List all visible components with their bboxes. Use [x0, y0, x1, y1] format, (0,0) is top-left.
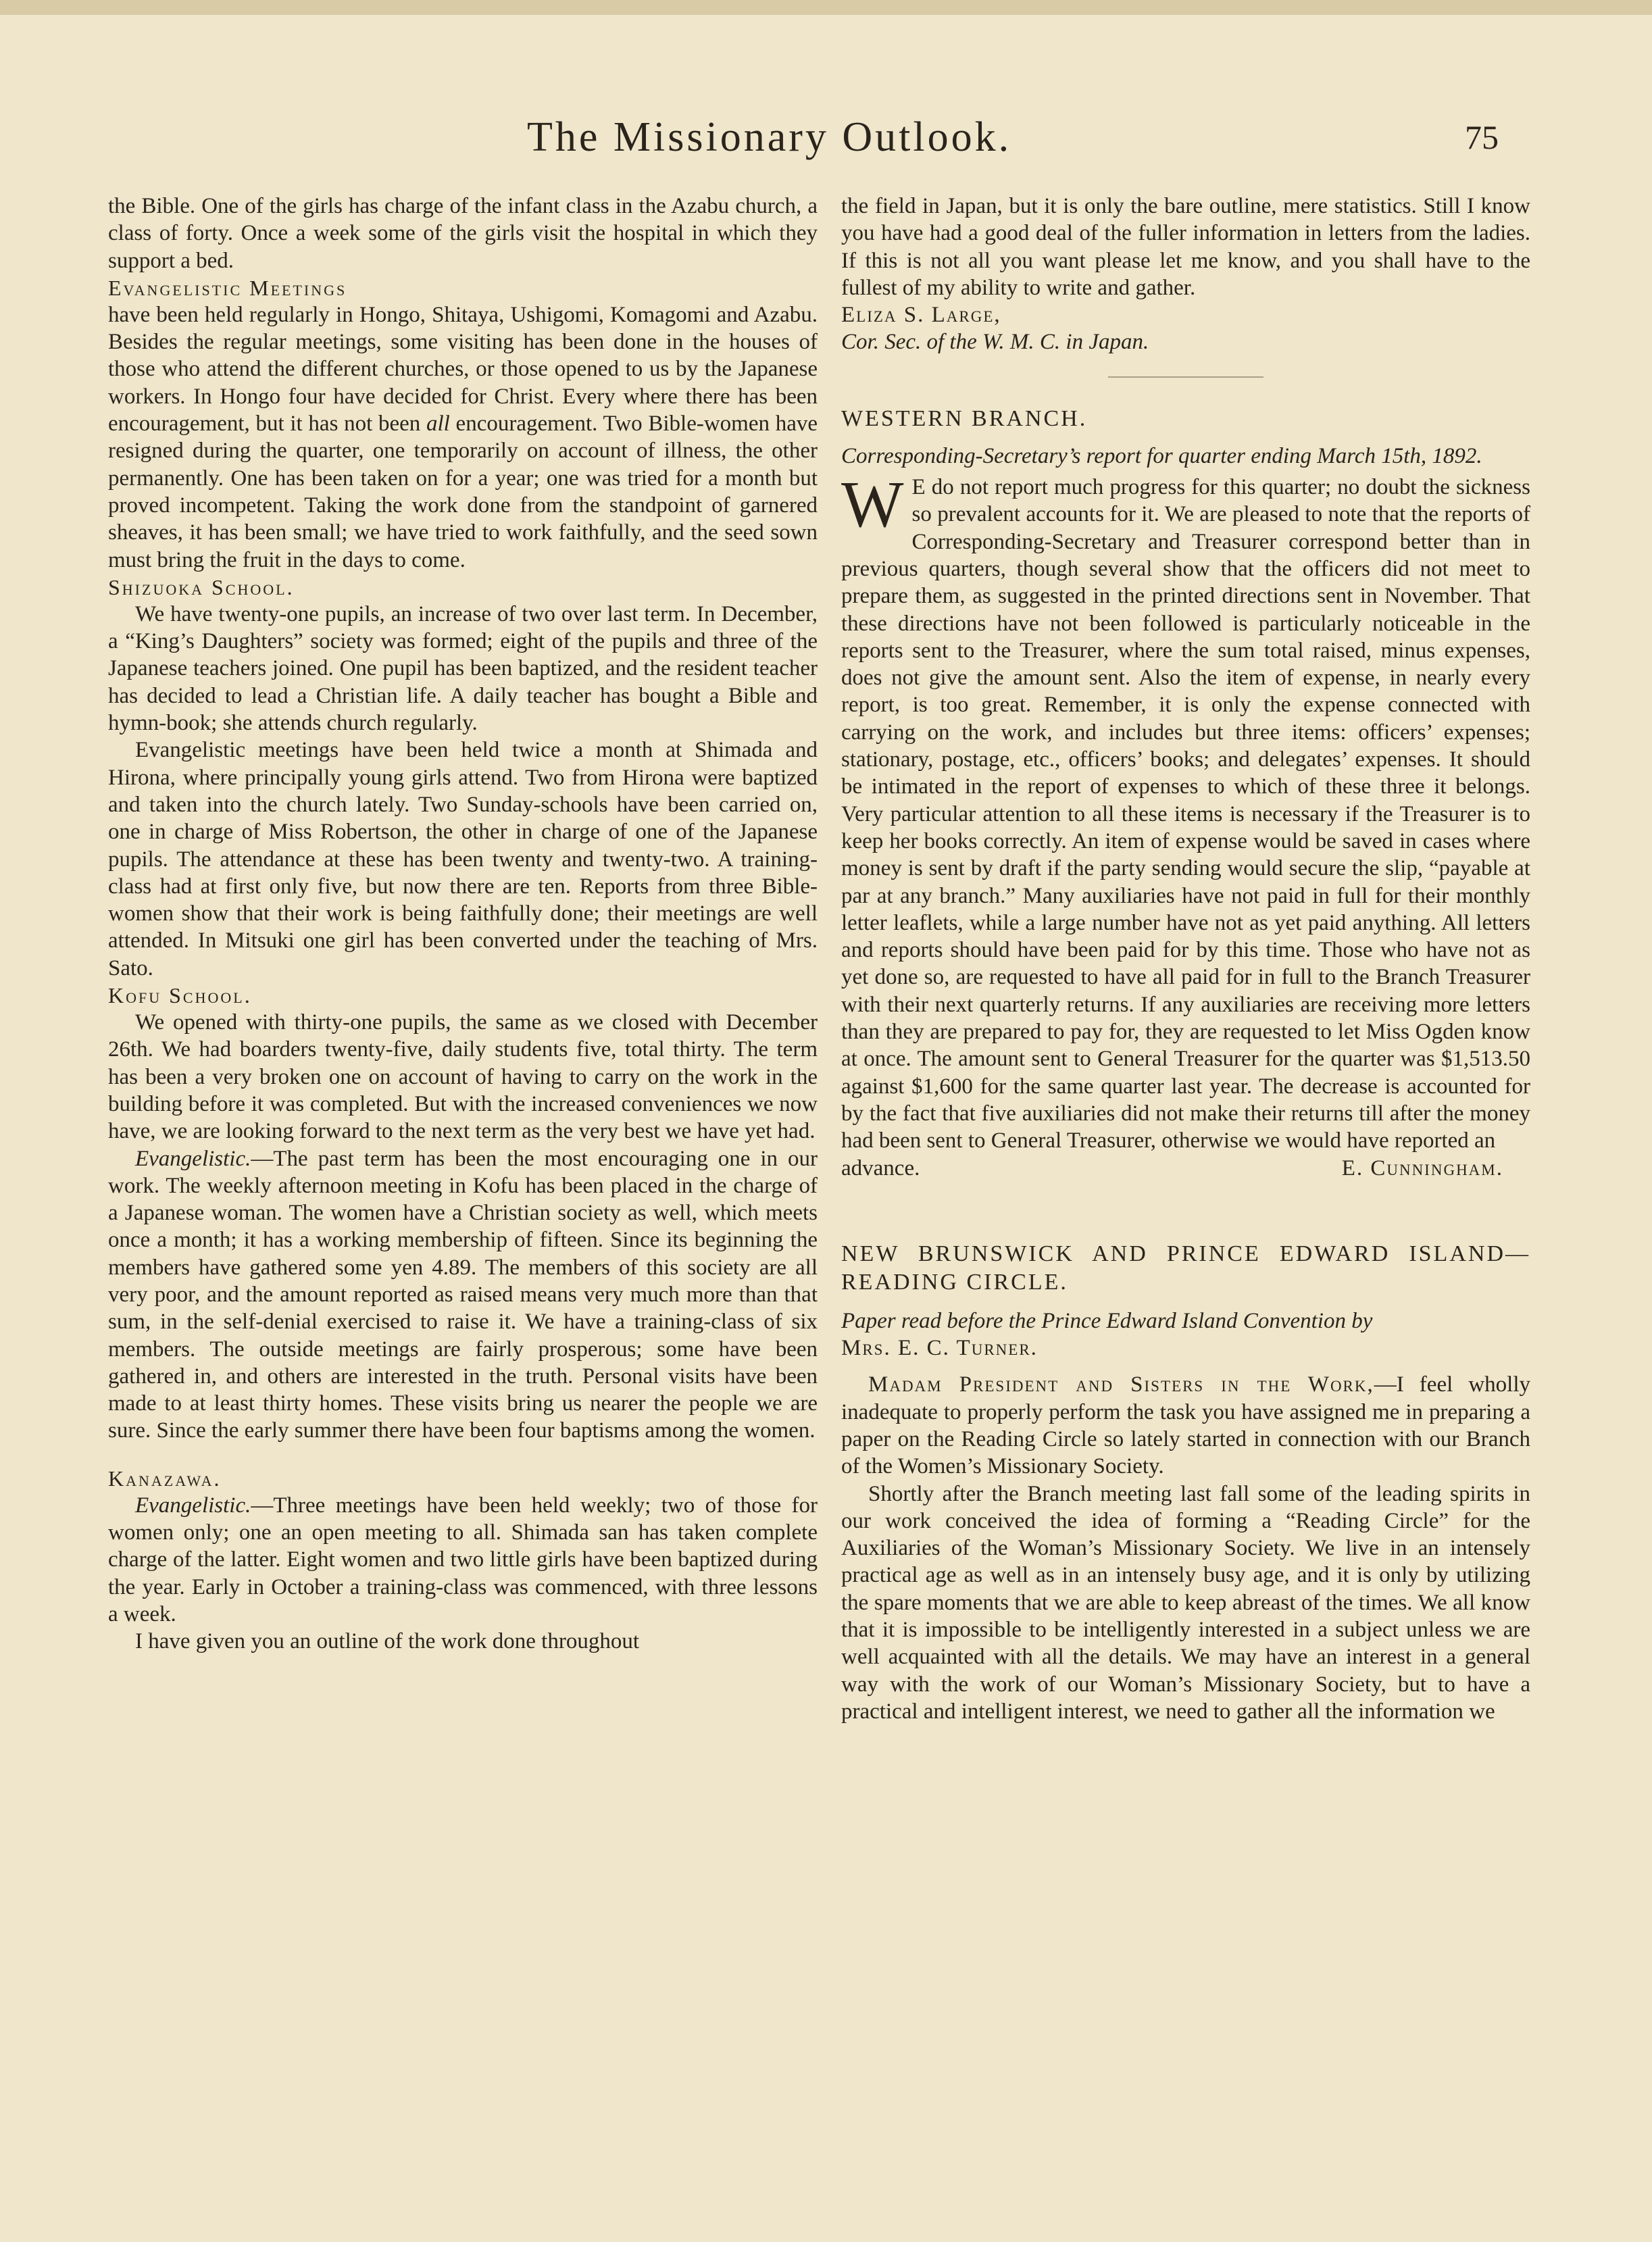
- paragraph: [108, 301, 818, 574]
- paragraph: Shortly after the Branch meeting last fall some of the leading spirits in our work conceived the idea of forming a “Reading Circle” for the Auxiliaries of the Woman’s Missionary Society. We live in an intensely practical age as well as in an intensely busy age, and it is only by utilizing the spare moments that we are able to keep abreast of the times. We all know that it is impossible to be intelligently interested in a subject unless we are well acquainted with all the details. We may have an interest in a general way with the work of our Woman’s Missionary Society, but to have a practical and intelligent interest, we need to gather all the information we: [841, 1481, 1530, 1724]
- text-run: have been held regularly in Hongo, Shitaya, Ushigomi, Komagomi and Azabu. Besides the regular meetings, some visiting has been done in the houses of those who attend the different churches, or those opened to us by the Japanese workers. In Hongo four have decided for Christ. Every where there has been encouragement, but it has not been: [108, 302, 818, 437]
- text-run: —The past term has been the most encouraging one in our work. The weekly afternoon meeting in Kofu has been placed in the charge of a Japanese woman. The women have a Christian society as well, which meets once a month; it has a working membership of fifteen. Since its beginning the members have gathered some yen 4.89. The members of this society are all very poor, and the amount reported as raised means very much more than that sum, in the self-denial exercised to raise it. We have a training-class of six members. The outside meetings are fairly prosperous; some have been gathered in, and others are interested in the truth. Personal visits have been made to at least thirty homes. These visits bring us nearer the people we are sure. Since the early summer there have been four baptisms among the women.: [108, 1146, 818, 1443]
- section-heading-kanazawa: Kanazawa.: [108, 1466, 222, 1491]
- running-title: The Missionary Outlook.: [527, 114, 1012, 160]
- paragraph: Evangelistic meetings have been held twice a month at Shimada and Hirona, where principally young girls attend. Two from Hirona were baptized and taken into the church lately. Two Sunday-schools have been carried on, one in charge of Miss Robertson, the other in charge of one of the Japanese pupils. The attendance at these has been twenty and twenty-two. A training-class had at first only five, but now there are ten. Reports from three Bible-women show that their work is being faithfully done; their meetings are well attended. In Mitsuki one girl has been converted under the teaching of Mrs. Sato.: [108, 738, 818, 980]
- byline: Mrs. E. C. Turner.: [841, 1336, 1038, 1361]
- text-run: —Three meetings have been held weekly; two of those for women only; one an open meeting to all. Shimada san has taken complete charge of the latter. Eight women and two little girls have been baptized during the year. Early in October a training-class was commenced, with three lessons a week.: [108, 1493, 818, 1626]
- paragraph: [841, 468, 1530, 1154]
- paragraph: [108, 1492, 818, 1628]
- section-heading-kofu-school: Kofu School.: [108, 983, 252, 1008]
- signature-name: E. Cunningham.: [1341, 1155, 1503, 1180]
- run-in-label: Evangelistic.: [135, 1493, 251, 1518]
- paragraph: We opened with thirty-one pupils, the same as we closed with December 26th. We had boarders twenty-five, daily students five, total thirty. The term has been a very broken one on account of having to carry on the work in the building before it was completed. But with the increased conveniences we now have, we are looking forward to the next term as the very best we have yet had.: [108, 1010, 818, 1144]
- page-edge: [0, 0, 1652, 15]
- section-subheading: Paper read before the Prince Edward Island Convention by: [841, 1308, 1373, 1333]
- text-run: encouragement. Two Bible-women have resigned during the quarter, one temporarily on account of illness, the other permanently. One has been taken on for a year; one was tried for a month but proved incompetent. Taking the work done from the standpoint of garnered sheaves, it has been small; we have tried to work faithfully, and the seed sown must bring the fruit in the days to come.: [108, 412, 818, 572]
- run-in-label: Evangelistic.: [135, 1146, 251, 1171]
- right-column: [841, 193, 1530, 1725]
- salutation: Madam President and Sisters in the Work,: [868, 1372, 1374, 1397]
- paragraph: [841, 1371, 1530, 1480]
- paragraph: We have twenty-one pupils, an increase of two over last term. In December, a “King’s Daughters” society was formed; eight of the pupils and three of the Japanese teachers joined. One pupil has been baptized, and the resident teacher has decided to lead a Christian life. A daily teacher has bought a Bible and hymn-book; she attends church regularly.: [108, 601, 818, 736]
- section-heading-western-branch: WESTERN BRANCH.: [841, 405, 1088, 431]
- left-column: [108, 193, 818, 1655]
- text-run: E do not report much progress for this quarter; no doubt the sickness so prevalent accounts for it. We are pleased to note that the reports of Corresponding-Secretary and Treasurer correspond better than in previous quarters, though several show that the officers did not meet to prepare them, as suggested in the printed directions sent in November. That these directions have not been followed is particularly noticeable in the reports sent to the Treasurer, where the sum total raised, minus expenses, does not give the amount sent. Also the item of expense, in nearly every report, is too great. Remember, it is only the expense connected with carrying on the work, and includes but three items: officers’ expenses; stationary, postage, etc., officers’ books; and delegates’ expenses. It should be intimated in the report of expenses to which of these three it belongs. Very particular attention to all these items is necessary if the Treasurer is to keep her books correctly. An item of expense would be saved in cases where money is sent by draft if the party sending would secure the slip, “payable at par at any branch.” Many auxiliaries have not paid in full for their monthly letter leaflets, while a large number have not as yet paid anything. All letters and reports should have been paid for by this time. Those who have not as yet done so, are requested to have all paid for in full to the Branch Treasurer with their next quarterly returns. If any auxiliaries are receiving more letters than they are prepared to pay for, they are requested to let Miss Ogden know at once. The amount sent to General Treasurer for the quarter was $1,513.50 against $1,600 for the same quarter last year. The decrease is accounted for by the fact that five auxiliaries did not make their returns till after the money had been sent to General Treasurer, otherwise we would have reported an: [841, 475, 1530, 1153]
- spacer: [841, 1182, 1530, 1240]
- paragraph: the field in Japan, but it is only the bare outline, mere statistics. Still I know you have had a good deal of the fuller information in letters from the ladies. If this is not all you want please let me know, and you shall have to the fullest of my ability to write and gather.: [841, 194, 1530, 300]
- section-heading-shizuoka-school: Shizuoka School.: [108, 574, 295, 599]
- section-subheading: Corresponding-Secretary’s report for quarter ending March 15th, 1892.: [841, 443, 1482, 468]
- paragraph: the Bible. One of the girls has charge of the infant class in the Azabu church, a class of forty. Once a week some of the girls visit the hospital in which they support a bed.: [108, 194, 818, 273]
- signature-name: Eliza S. Large,: [841, 303, 1001, 328]
- drop-cap: W: [841, 468, 904, 542]
- text-run: advance.: [841, 1155, 920, 1180]
- signature-title: Cor. Sec. of the W. M. C. in Japan.: [841, 330, 1149, 355]
- closing-line: [841, 1155, 1530, 1182]
- text-run: —I feel wholly inadequate to properly perform the task you have assigned me in preparing a paper on the Reading Circle so lately started in connection with our Branch of the Women’s Missionary Society.: [841, 1372, 1530, 1479]
- page-header: [0, 101, 1652, 160]
- page-number: 75: [1465, 118, 1499, 156]
- section-heading-evangelistic-meetings: Evangelistic Meetings: [108, 275, 347, 300]
- emphasis: all: [426, 412, 450, 437]
- section-divider: [1108, 376, 1263, 378]
- paragraph: [108, 1145, 818, 1445]
- paragraph: I have given you an outline of the work done throughout: [135, 1629, 639, 1654]
- section-heading-new-brunswick: NEW BRUNSWICK AND PRINCE EDWARD ISLAND—READING CIRCLE.: [841, 1241, 1530, 1295]
